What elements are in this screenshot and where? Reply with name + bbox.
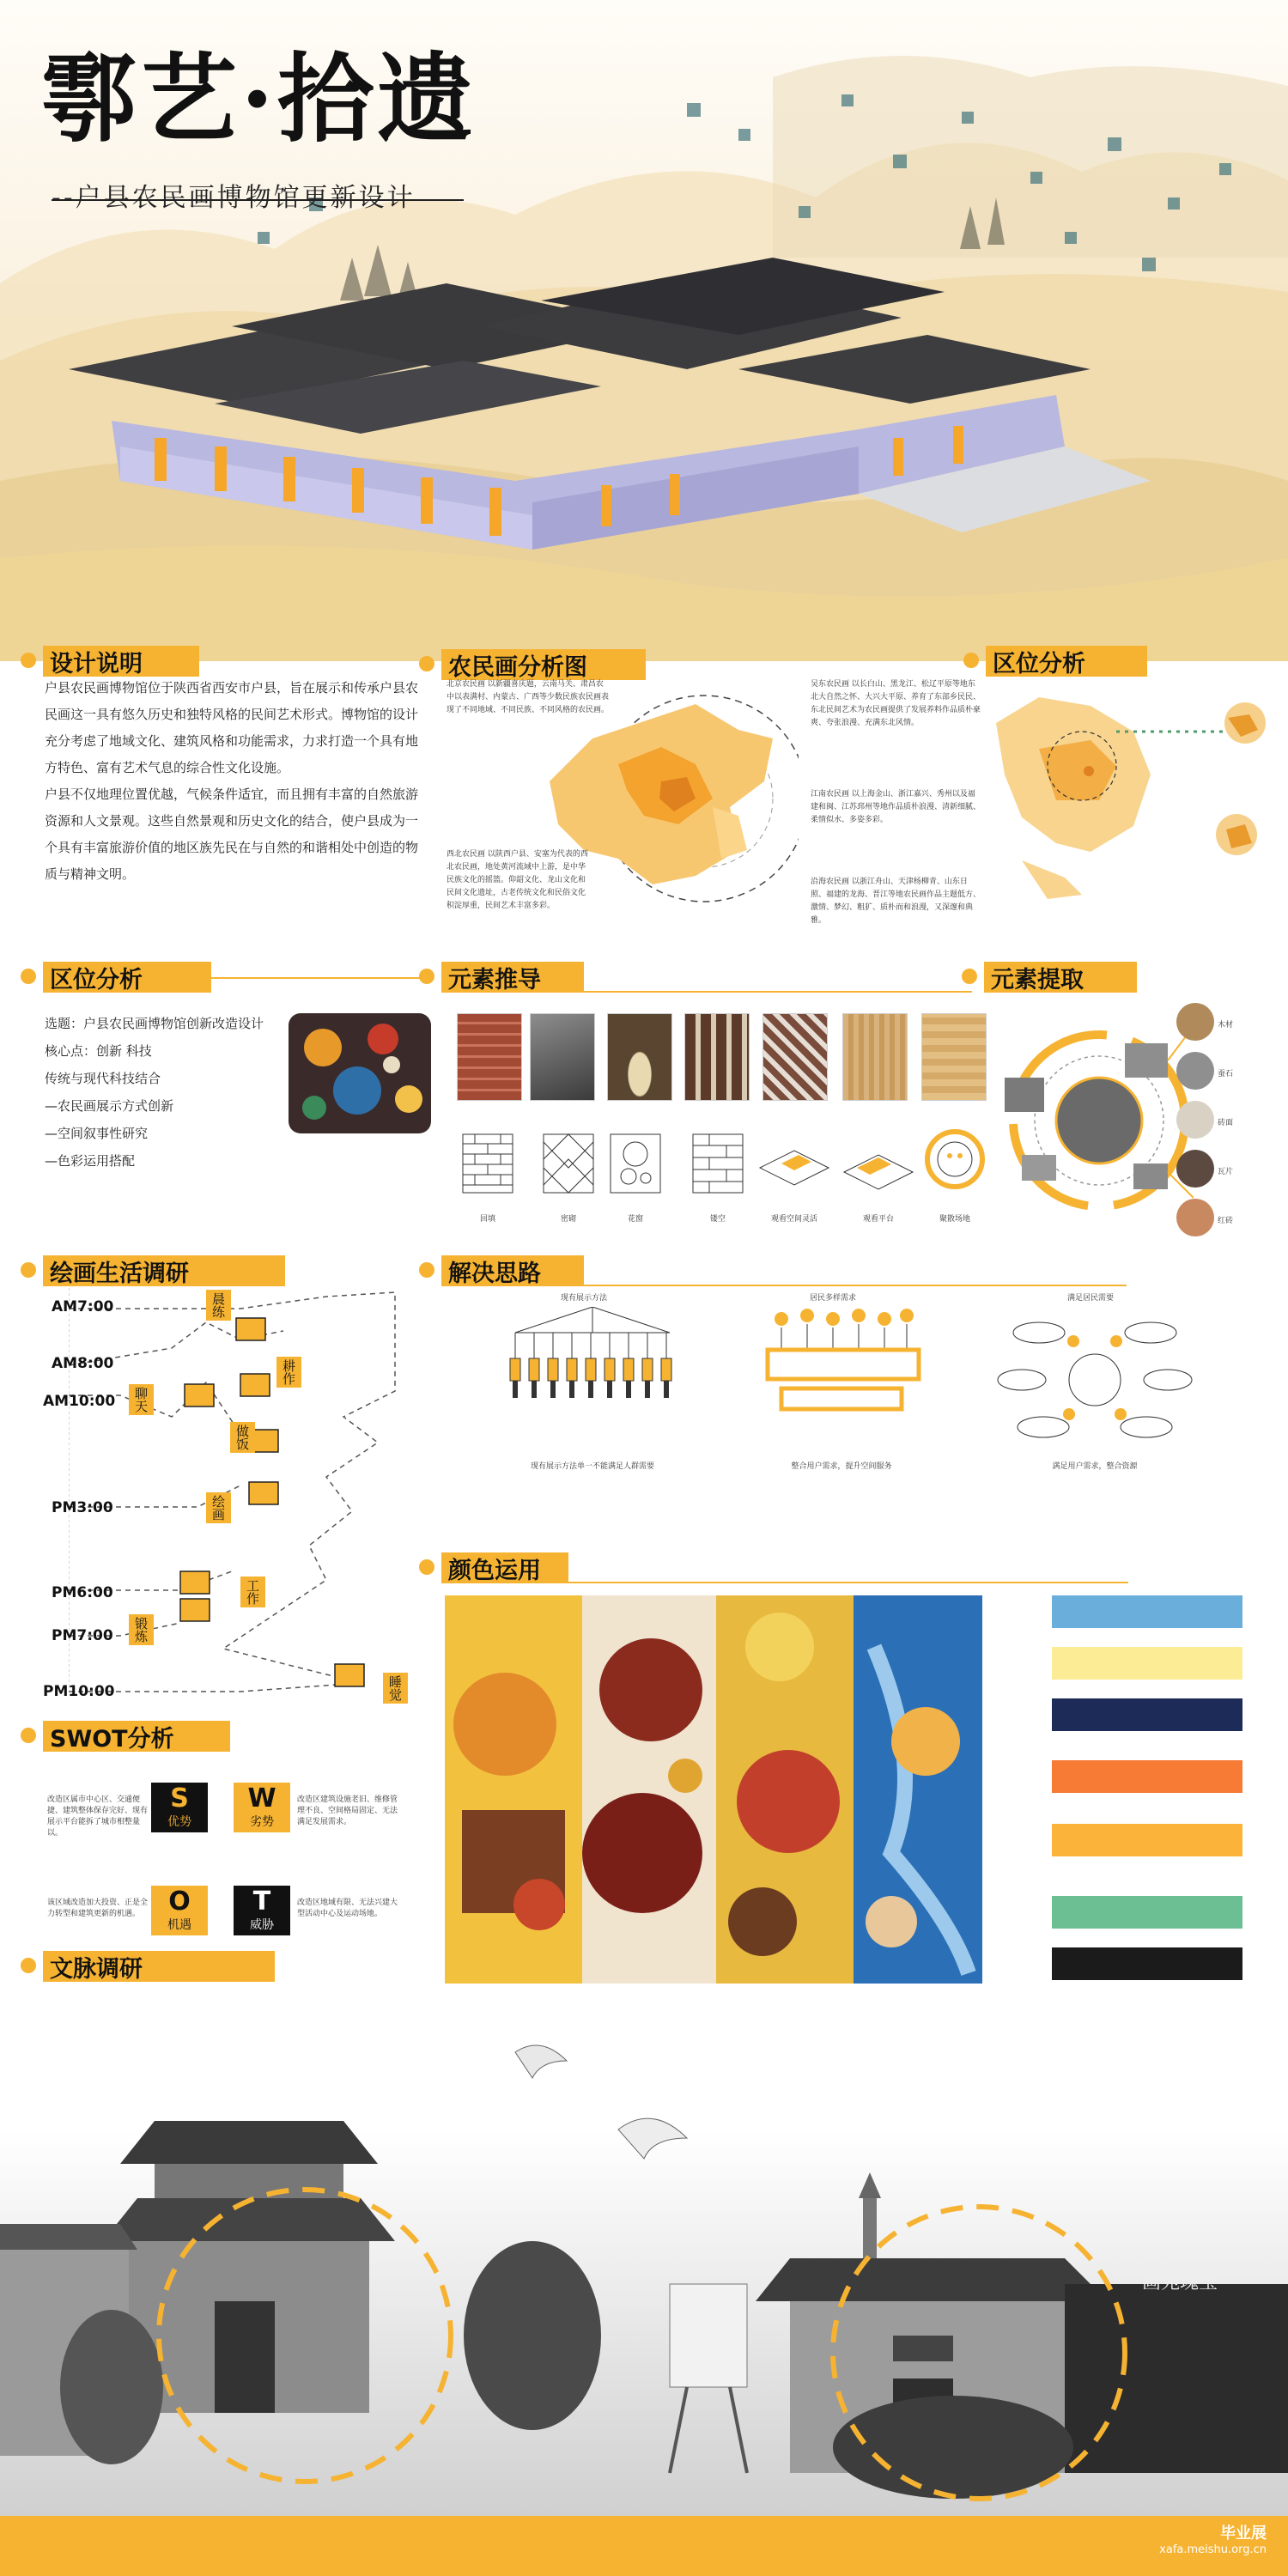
- wood-sample-icon: [1176, 1003, 1214, 1041]
- element-caption: 密砌: [560, 1215, 576, 1224]
- time-label: PM7:00: [52, 1627, 113, 1644]
- extract-heading: [984, 962, 1137, 993]
- time-label: AM10:00: [43, 1393, 116, 1410]
- element-caption: 镂空: [709, 1215, 726, 1224]
- brick-face-sample-icon: [1176, 1101, 1214, 1139]
- time-label: PM3:00: [52, 1499, 113, 1516]
- page-subtitle: --户县农民画博物馆更新设计: [52, 183, 416, 213]
- red-brick-sample-icon: [1176, 1199, 1214, 1236]
- activity-tag: 绘画: [206, 1492, 231, 1523]
- heading-dot-icon: [963, 653, 979, 668]
- color-swatch: [1052, 1896, 1242, 1929]
- analysis-heading-text: 农民画分析图: [448, 653, 587, 681]
- swot-opportunity: [151, 1886, 208, 1935]
- context-heading: [43, 1951, 275, 1982]
- element-caption: 回填: [479, 1215, 495, 1224]
- color-swatch: [1052, 1947, 1242, 1980]
- arch-window-texture: [607, 1013, 672, 1101]
- activity-tag: 聊天: [129, 1384, 154, 1415]
- hollow-pattern-icon: [692, 1133, 744, 1194]
- location-heading: [43, 962, 211, 993]
- location-item: —农民画展示方式创新: [45, 1098, 174, 1114]
- extract-label: 砖面: [1218, 1119, 1234, 1127]
- solution-heading-text: 解决思路: [448, 1260, 541, 1287]
- analysis-heading: [441, 649, 646, 680]
- element-caption: 观看平台: [862, 1215, 894, 1224]
- location-item: —色彩运用搭配: [45, 1153, 136, 1169]
- swot-label: 优势: [167, 1815, 191, 1829]
- stone-sample-icon: [1176, 1052, 1214, 1090]
- design-heading-text: 设计说明: [50, 650, 143, 677]
- swot-letter: O: [168, 1886, 191, 1917]
- analysis-note: 江南农民画 以上海金山、浙江嘉兴、秀州以及福建和闽、江苏邳州等地作品质朴浪漫、清新细腻、柔情似水、多姿多彩。: [811, 790, 981, 824]
- swot-label: 劣势: [250, 1815, 274, 1829]
- analysis-note: 沿海农民画 以浙江舟山、天津杨柳青、山东日照、福建的龙海、晋江等地农民画作品主题低方、激情、梦幻、粗犷、质朴而和浪漫，又深邃和典雅。: [811, 878, 981, 925]
- color-heading: [441, 1552, 568, 1583]
- time-label: AM7:00: [52, 1298, 114, 1315]
- design-heading: [43, 646, 199, 677]
- heading-dot-icon: [419, 969, 434, 984]
- footer-site: xafa.meishu.org.cn: [1159, 2543, 1267, 2556]
- swot-label: 机遇: [167, 1918, 191, 1932]
- wood-texture: [921, 1013, 987, 1101]
- color-heading-text: 颜色运用: [448, 1557, 541, 1584]
- footer-logo: [1129, 2521, 1267, 2556]
- location-map-heading-text: 区位分析: [993, 650, 1085, 677]
- solution-heading: [441, 1255, 584, 1286]
- analysis-note: 西北农民画 以陕西户县、安塞为代表的西北农民画，地处黄河流域中上游，是中华民族文化的摇篮。仰韶文化、龙山文化和民间文化遗址，古老传统文化和民俗文化积淀厚重，民间艺术丰富多彩。: [447, 850, 588, 910]
- extract-diagram: [996, 1000, 1194, 1241]
- time-label: PM10:00: [43, 1683, 115, 1700]
- swot-heading: [43, 1721, 230, 1752]
- elements-heading: [441, 962, 584, 993]
- heading-dot-icon: [21, 1728, 36, 1743]
- sign-text: 画苑瑰宝: [1142, 2272, 1218, 2293]
- swot-heading-text: SWOT分析: [50, 1725, 174, 1753]
- gathering-space-icon: [920, 1125, 989, 1194]
- activity-tag: 睡觉: [383, 1673, 408, 1704]
- brick-wall-texture: [457, 1013, 522, 1101]
- life-heading: [43, 1255, 285, 1286]
- divider: [577, 991, 972, 993]
- location-item: 选题：户县农民画博物馆创新改造设计: [45, 1016, 264, 1031]
- location-item: 传统与现代科技结合: [45, 1071, 161, 1086]
- elements-heading-text: 元素推导: [448, 966, 541, 993]
- extract-label: 瓦片: [1218, 1168, 1234, 1176]
- design-paragraph: 户县农民画博物馆位于陕西省西安市户县，旨在展示和传承户县农民画这一具有悠久历史和独特风格的民间艺术形式。博物馆的设计充分考虑了地域文化、建筑风格和功能需求，力求打造一个具有地方特色、富有艺术气息的综合性文化设施。: [45, 680, 419, 775]
- location-map-heading: [986, 646, 1147, 677]
- swot-letter: S: [170, 1783, 189, 1814]
- context-collage: [0, 2026, 1288, 2524]
- activity-tag: 耕作: [276, 1357, 301, 1388]
- pattern-brick-texture: [762, 1013, 828, 1101]
- dense-pattern-icon: [543, 1133, 594, 1194]
- needs-diagram: [756, 1307, 927, 1436]
- extract-heading-text: 元素提取: [991, 966, 1084, 993]
- heading-dot-icon: [419, 656, 434, 671]
- time-label: PM6:00: [52, 1584, 113, 1601]
- swot-weakness: [234, 1783, 290, 1832]
- solution-title: 满足居民需要: [1066, 1294, 1114, 1303]
- solution-title: 居民多样需求: [809, 1294, 856, 1303]
- roof-tile-sample-icon: [1176, 1150, 1214, 1188]
- activity-tag: 晨练: [206, 1290, 231, 1321]
- swot-threat: [234, 1886, 290, 1935]
- element-caption: 聚散场地: [939, 1215, 970, 1224]
- fill-pattern-icon: [462, 1133, 513, 1194]
- analysis-note: 吴东农民画 以长白山、黑龙江、松辽平原等地东北大自然之怀、大兴大平原、养育了东部乡民民、东北民间艺术为农民画提供了发展养料作品质朴豪爽、夸张浪漫、充满东北风情。: [811, 680, 981, 727]
- lattice-window-icon: [610, 1133, 661, 1194]
- analysis-note: 北京农民画 以新疆喜庆题，云南马关、肃昌农中以表满村、内蒙古、广西等少数民族农民画表现了不同地域、不同民族、不同风格的农民画。: [447, 680, 610, 714]
- location-item: —空间叙事性研究: [45, 1126, 149, 1141]
- color-swatch: [1052, 1824, 1242, 1856]
- tile-roof-texture: [530, 1013, 595, 1101]
- activity-tag: 工作: [240, 1577, 265, 1607]
- current-display-diagram: [498, 1307, 687, 1436]
- swot-description: 改造区建筑设施老旧、维修管理不良、空间格局固定、无法满足发展需求。: [297, 1795, 398, 1826]
- heading-dot-icon: [21, 653, 36, 668]
- heading-dot-icon: [962, 969, 977, 984]
- folk-painting-image: [289, 1013, 431, 1133]
- hollow-brick-texture: [684, 1013, 750, 1101]
- extract-label: 红砖: [1218, 1217, 1234, 1225]
- hero-banner: [0, 0, 1288, 661]
- swot-letter: T: [252, 1886, 271, 1917]
- solution-caption: 现有展示方法单一不能满足人群需要: [530, 1462, 654, 1471]
- viewing-platform-icon: [840, 1133, 917, 1194]
- solution-caption: 满足用户需求，整合资源: [1052, 1462, 1138, 1471]
- design-text: [45, 675, 429, 888]
- divider: [562, 1582, 1128, 1583]
- element-caption: 观看空间灵活: [770, 1215, 817, 1224]
- swot-description: 该区域改造加大投资、正是全力转型和建筑更新的机遇。: [47, 1899, 149, 1918]
- color-swatch: [1052, 1698, 1242, 1731]
- divider: [577, 1285, 1127, 1286]
- context-heading-text: 文脉调研: [50, 1955, 143, 1983]
- page-title: 鄠艺·拾遗: [41, 43, 477, 155]
- footer-bar: [0, 2516, 1288, 2576]
- color-swatch: [1052, 1647, 1242, 1680]
- design-paragraph: 户县不仅地理位置优越，气候条件适宜，而且拥有丰富的自然旅游资源和人文景观。这些自然景观和历史文化的结合，使户县成为一个具有丰富旅游价值的地区族先民在与自然的和谐相处中创造的物质与精神文明。: [45, 787, 419, 882]
- heading-dot-icon: [21, 1958, 36, 1973]
- color-swatch: [1052, 1760, 1242, 1793]
- element-caption: 花窗: [627, 1215, 643, 1224]
- swot-label: 威胁: [250, 1918, 274, 1932]
- color-swatch: [1052, 1595, 1242, 1628]
- life-timeline: [69, 1288, 429, 1700]
- heading-dot-icon: [21, 969, 36, 984]
- swot-description: 改造区地域有限、无法兴建大型活动中心及运动场地。: [297, 1899, 398, 1918]
- heading-dot-icon: [21, 1262, 36, 1278]
- swot-letter: W: [247, 1783, 276, 1814]
- footer-label: 毕业展: [1220, 2524, 1267, 2543]
- location-item: 核心点：创新 科技: [45, 1043, 152, 1059]
- solution-title: 现有展示方法: [560, 1294, 607, 1303]
- activity-tag: 锻炼: [129, 1614, 154, 1645]
- divider: [206, 977, 425, 979]
- location-list: [45, 1010, 294, 1175]
- flexible-space-icon: [756, 1133, 833, 1194]
- life-heading-text: 绘画生活调研: [50, 1260, 189, 1287]
- weave-texture: [842, 1013, 908, 1101]
- swot-strength: [151, 1783, 208, 1832]
- location-map: [987, 680, 1279, 903]
- folk-painting-collage: [445, 1595, 982, 1984]
- time-label: AM8:00: [52, 1355, 114, 1372]
- solution-caption: 整合用户需求，提升空间服务: [791, 1462, 892, 1471]
- extract-label: 木材: [1218, 1021, 1234, 1030]
- swot-description: 改造区属市中心区、交通便捷、建筑整体保存完好、现有展示平台能拆了城市相整量以。: [47, 1795, 149, 1838]
- heading-dot-icon: [419, 1559, 434, 1575]
- extract-label: 蚕石: [1218, 1070, 1234, 1078]
- location-heading-text: 区位分析: [50, 966, 143, 993]
- activity-tag: 做饭: [230, 1422, 255, 1453]
- resident-needs-diagram: [996, 1307, 1194, 1453]
- heading-dot-icon: [419, 1262, 434, 1278]
